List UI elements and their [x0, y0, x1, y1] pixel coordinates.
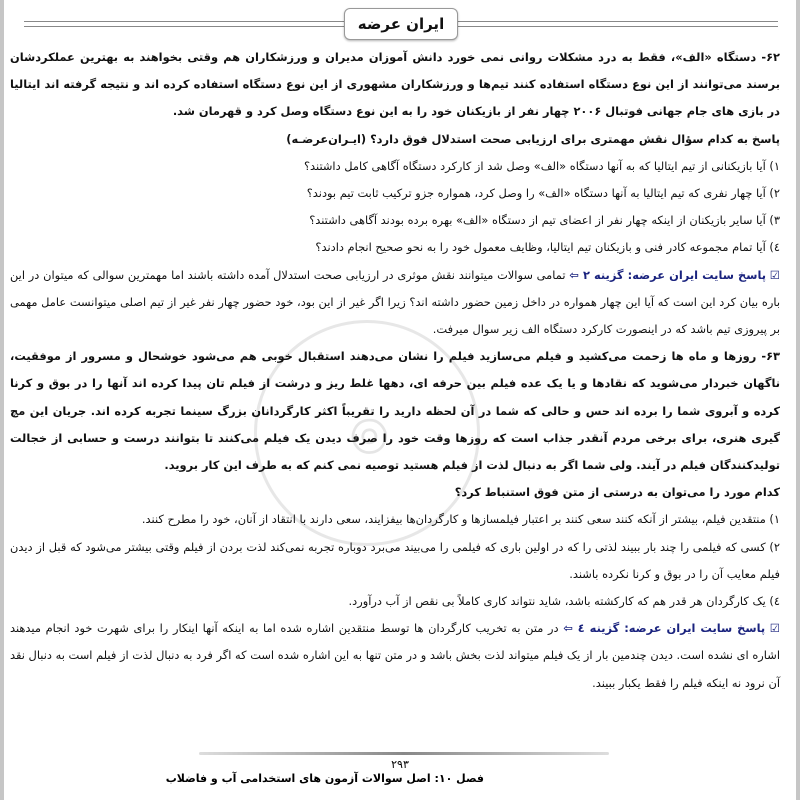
question-62-stem: ۶۲- دستگاه «الف»، فقط به درد مشکلات روانی نمی خورد دانش آموزان مدیران و ورزشکاران هم وقتی بخواهند به بهترین عملکردشان برسند می‌توانند از این نوع دستگاه استفاده کنند تیم‌ها و ورزشکاران مشهوری از این نوع دستگاه استفاده کرده اند و نتیجه گرفته اند ایتالیا در بازی های جام جهانی فوتبال ۲۰۰۶ چهار نفر از بازیکنان خود را به این نوع دستگاه وصل کرد و قهرمان شد. — [10, 50, 780, 119]
question-62-option-1: ۱) آیا بازیکنانی از تیم ایتالیا که به آنها دستگاه «الف» وصل شد از کارکرد دستگاه آگاهی کامل داشتند؟ — [303, 158, 780, 173]
answer-label: پاسخ سایت ایران عرضه: گزینه ۲ ⇦ — [569, 267, 767, 282]
question-62-answer — [10, 262, 780, 344]
question-63-prompt: کدام مورد را می‌توان به درستی از متن فوق استنباط کرد؟ — [454, 485, 780, 500]
question-62-option-2: ۲) آیا چهار نفری که تیم ایتالیا به آنها دستگاه «الف» را وصل کرد، همواره جزو ترکیب ثابت تیم بودند؟ — [306, 186, 780, 201]
question-63-answer — [10, 615, 780, 697]
brand-logo-text: ایران عرضه — [357, 15, 445, 33]
brand-logo — [344, 8, 458, 40]
header-rule-left — [24, 21, 344, 27]
question-62-option-4: ٤) آیا تمام مجموعه کادر فنی و بازیکنان تیم ایتالیا، وظایف معمول خود را به نحو صحیح انجام دادند؟ — [315, 240, 780, 255]
question-62-prompt: پاسخ به کدام سؤال نقش مهمتری برای ارزیابی صحت استدلال فوق دارد؟ (ایـران‌عرضـه) — [286, 131, 780, 146]
answer-explanation: تمامی سوالات میتوانند نقش موثری در ارزیابی صحت استدلال آمده داشته باشند اما مهمترین سوالی که میتوان در این باره بیان کرد این است که آیا این چهار همواره در داخل زمین حضور داشته اند؟ زیرا اگر غیر از این بود، خود حضور چهار نفر غیر از تیم اصلی میتوانست عامل مهمی بر پیروزی تیم باشد که در اینصورت کارکرد دستگاه الف زیر سوال میرفت. — [10, 267, 780, 337]
question-63-option-1: ۱) منتقدین فیلم، بیشتر از آنکه کنند سعی کنند بر اعتبار فیلمسازها و کارگردان‌ها بیفزایند، سعی دارند با انتقاد از آنان، خود را مطرح کنند. — [141, 512, 780, 527]
answer-check-icon: ☑ — [769, 621, 780, 636]
answer-label: پاسخ سایت ایران عرضه: گزینه ٤ ⇦ — [563, 621, 766, 636]
question-63-option-2: ۲) کسی که فیلمی را چند بار ببیند لذتی را که در اولین باری که فیلمی را می‌بیند می‌برد دوباره تجربه نمی‌کند لذت بردن از فیلم وقتی بیشتر می‌شود که قبل از دیدن فیلم معایب آن را در بوق و کرنا نکرده باشند. — [10, 539, 780, 581]
question-63-option-4: ٤) یک کارگردان هر قدر هم که کارکشته باشد، شاید نتواند کاری کاملاً بی نقص از آب درآورد. — [348, 594, 780, 609]
question-62-option-3: ۳) آیا سایر بازیکنان از اینکه چهار نفر از اعضای تیم از دستگاه «الف» بهره برده بودند آگاهی داشتند؟ — [309, 213, 780, 228]
question-63-stem: ۶۳- روزها و ماه ها زحمت می‌کشید و فیلم می‌سازید فیلم را نشان می‌دهند استقبال خوبی هم می‌شود خوشحال و مسرور از موفقیت، ناگهان خبردار می‌شوید که نقادها و یا یک عده فیلم بین حرفه ای، دهها غلط ریز و درشت از فیلم تان پیدا کرده اند آنها را در بوق و کرنا کرده و آبروی شما را برده اند حس و حالی که شما در آن لحظه دارید را تقریباً اکثر کارگردانان بزرگ سینما تجربه کرده اند. جریان این مچ گیری هنری، برای برخی مردم آنقدر جذاب است که روزها وقت خود را صرف دیدن یک فیلم می‌کنند تا بتوانند درست و حسابی از خجالت تولیدکنندگان فیلم در آیند. ولی شما اگر به دنبال لذت از فیلم هستید توصیه نمی کنم که به طرف این کار بروید. — [10, 349, 780, 473]
page-content — [10, 44, 780, 697]
document-page — [4, 0, 796, 800]
answer-explanation: در متن به تخریب کارگردان ها توسط منتقدین اشاره شده اما به اینکه آنها اینکار را برای شهرت خود انجام میدهند اشاره ای نشده است. دیدن چندمین بار از یک فیلم میتواند لذت بخش باشد و در متن تنها به این اشاره شده است که اگر فرد به دنبال لذت از فیلم است به دنبال نقد آن نرود نه اینکه فیلم را فقط یکبار ببیند. — [10, 621, 780, 690]
page-header — [4, 8, 796, 42]
watermark-stamp: ◎ — [210, 276, 525, 591]
answer-check-icon: ☑ — [769, 267, 781, 282]
header-rule-right — [456, 21, 778, 27]
chapter-title: فصل ۱۰: اصل سوالات آزمون های استخدامی آب و فاضلاب — [165, 772, 484, 785]
footer-rule — [199, 752, 609, 755]
page-number: ۲۹۳ — [391, 758, 409, 771]
